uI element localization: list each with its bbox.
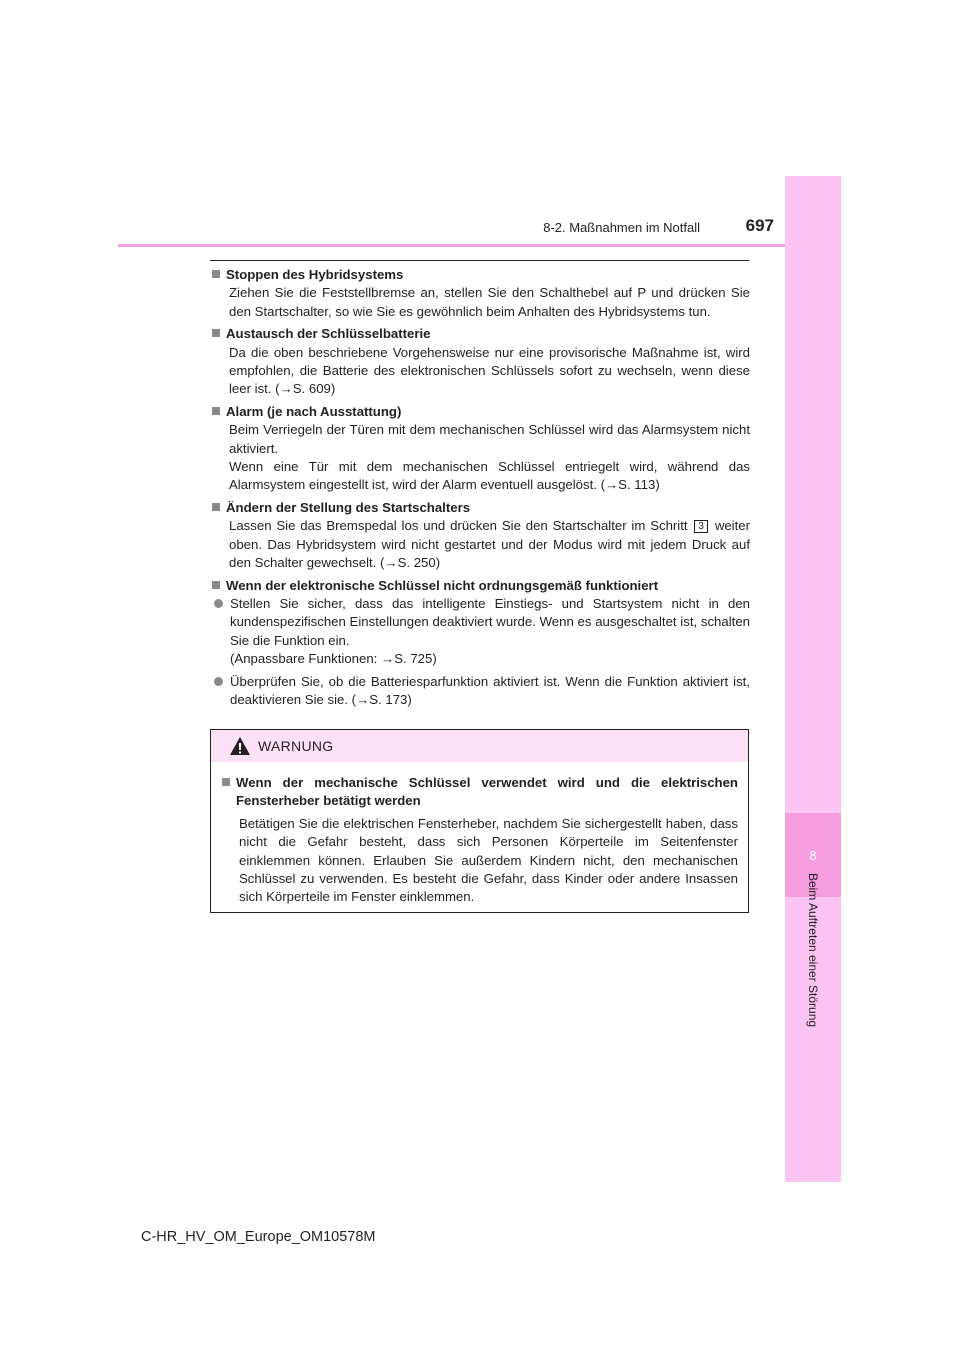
square-bullet-icon	[212, 329, 220, 337]
document-id: C-HR_HV_OM_Europe_OM10578M	[141, 1229, 376, 1245]
item-title: Wenn der elektronische Schlüssel nicht ordnungsgemäß funktioniert	[226, 577, 659, 593]
chapter-side-tab	[785, 176, 841, 1182]
bullet-text: Stellen Sie sicher, dass das intelligente Einstiegs- und Startsystem nicht in den kundenspezifischen Einstellungen deaktiviert wurde. Wenn es ausgeschaltet ist, schalten Sie die Funktion ein.	[230, 595, 750, 648]
body-text: Lassen Sie das Bremspedal los und drücken Sie den Startschalter im Schritt	[229, 518, 688, 534]
item-body: Ziehen Sie die Feststellbremse an, stellen Sie den Schalthebel auf P und drücken Sie den Startschalter, so wie Sie es gewöhnlich beim Anhalten des Hybridsystems tun.	[229, 285, 750, 319]
chapter-number: 8	[785, 813, 841, 897]
round-bullet-icon	[214, 677, 223, 686]
header-divider	[118, 244, 785, 247]
item-body: Da die oben beschriebene Vorgehensweise nur eine provisorische Maßnahme ist, wird empfohlen, die Batterie des elektronischen Schlüssels sofort zu wechseln, wenn diese leer ist. (→S. 609)	[229, 344, 750, 397]
content-top-rule	[210, 260, 749, 261]
item-start-switch	[210, 499, 750, 573]
chapter-label: Beim Auftreten einer Störung	[806, 872, 820, 1028]
list-item	[212, 595, 750, 669]
item-title: Stoppen des Hybridsystems	[226, 267, 404, 282]
step-number-box: 3	[694, 520, 708, 533]
list-item	[212, 673, 750, 710]
round-bullet-icon	[214, 599, 223, 608]
item-title: Austausch der Schlüsselbatterie	[226, 326, 431, 342]
body-text: weiter oben. Das Hybridsystem wird nicht gestartet und der Modus wird mit jedem Druck auf den Schalter gewechselt. (→S. 250)	[229, 518, 750, 571]
warning-label: WARNUNG	[258, 738, 334, 754]
warning-box	[210, 729, 749, 913]
item-alarm	[210, 403, 750, 495]
item-hybrid-stop	[210, 266, 750, 321]
section-title: 8-2. Maßnahmen im Notfall	[543, 220, 700, 235]
square-bullet-icon	[222, 778, 230, 786]
item-key-malfunction	[210, 577, 750, 710]
square-bullet-icon	[212, 407, 220, 415]
item-title: Ändern der Stellung des Startschalters	[226, 499, 471, 515]
bullet-text: Überprüfen Sie, ob die Batteriesparfunktion aktiviert ist. Wenn die Funktion aktiviert ist, deaktivieren Sie sie. (→S. 173)	[230, 673, 750, 707]
content-body	[210, 266, 750, 713]
bullet-text: (Anpassbare Funktionen: →S. 725)	[230, 651, 437, 667]
square-bullet-icon	[212, 503, 220, 511]
item-body: Beim Verriegeln der Türen mit dem mechanischen Schlüssel wird das Alarmsystem nicht aktiviert.	[229, 422, 750, 456]
warning-text: Betätigen Sie die elektrischen Fensterheber, nachdem Sie sichergestellt haben, dass nicht die Gefahr besteht, dass sich Personen Körperteile im Seitenfenster einklemmen können. Erlauben Sie außerdem Kindern nicht, den mechanischen Schlüssel zu verwenden. Es besteht die Gefahr, dass Kinder oder andere Insassen sich Körperteile im Fenster einklemmen.	[239, 815, 738, 905]
item-title: Alarm (je nach Ausstattung)	[226, 403, 402, 419]
item-body	[229, 517, 750, 572]
square-bullet-icon	[212, 581, 220, 589]
page-number: 697	[745, 216, 774, 235]
warning-header	[211, 730, 748, 762]
square-bullet-icon	[212, 270, 220, 278]
warning-title: Wenn der mechanische Schlüssel verwendet wird und die elektrischen Fensterheber betätigt werden	[236, 775, 738, 809]
item-body: Wenn eine Tür mit dem mechanischen Schlüssel entriegelt wird, während das Alarmsystem eingestellt ist, wird der Alarm eventuell ausgelöst. (→S. 113)	[229, 459, 750, 493]
item-key-battery	[210, 325, 750, 399]
warning-triangle-icon	[229, 736, 251, 756]
